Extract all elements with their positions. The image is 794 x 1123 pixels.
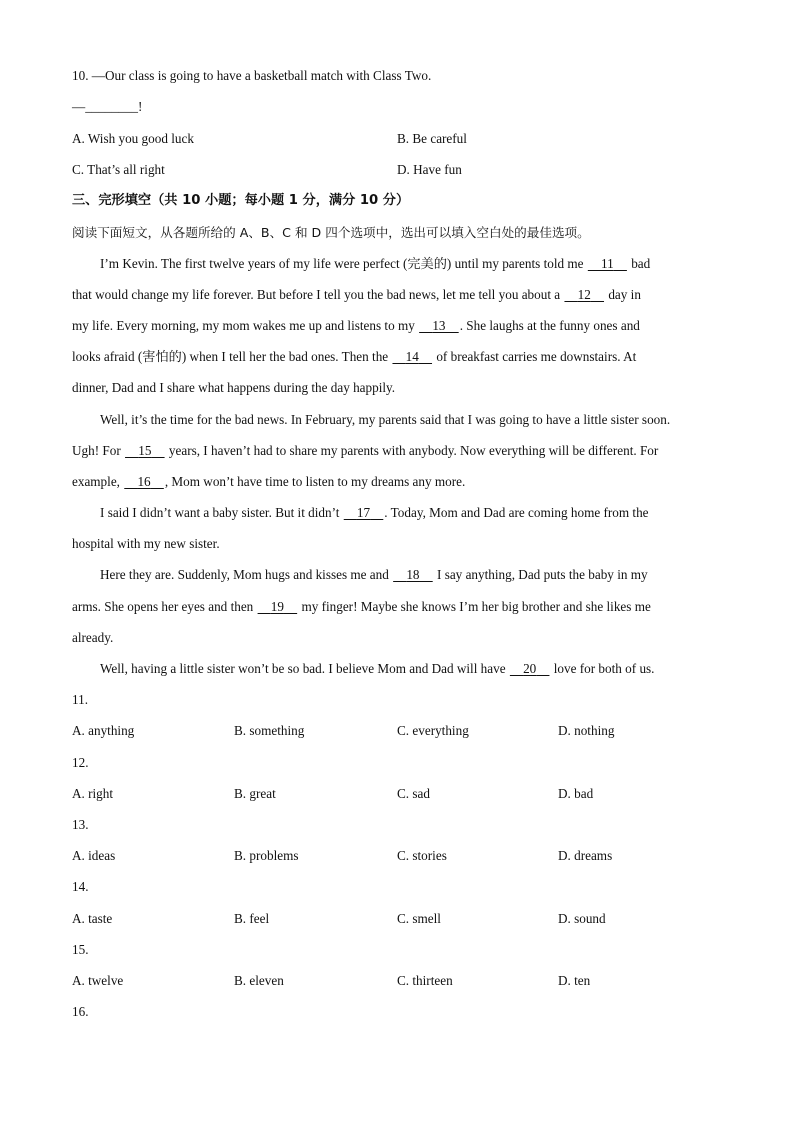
q11-option-c: C. everything xyxy=(397,723,469,738)
question-number: 16. xyxy=(72,1004,89,1019)
q11-option-d: D. nothing xyxy=(558,723,615,738)
q14-option-c: C. smell xyxy=(397,911,441,926)
q11-option-b: B. something xyxy=(234,723,305,738)
q15-option-a: A. twelve xyxy=(72,973,124,988)
question-number: 15. xyxy=(72,942,89,957)
q14-option-b: B. feel xyxy=(234,911,270,926)
passage-line: Well, having a little sister won’t be so bad. I believe Mom and Dad will have 20 love for both of us. xyxy=(100,661,655,676)
q12-option-c: C. sad xyxy=(397,786,430,801)
blank-17: 17 xyxy=(356,505,371,520)
q11-option-a: A. anything xyxy=(72,723,135,738)
passage-line: arms. She opens her eyes and then 19 my finger! Maybe she knows I’m her big brother and she likes me xyxy=(72,599,651,614)
q15-option-b: B. eleven xyxy=(234,973,284,988)
blank-12: 12 xyxy=(577,287,591,302)
blank-18: 18 xyxy=(406,567,420,582)
passage-line: dinner, Dad and I share what happens during the day happily. xyxy=(72,380,396,395)
blank-16: 16 xyxy=(137,474,151,489)
q10-option-b: B. Be careful xyxy=(397,131,467,146)
q14-option-a: A. taste xyxy=(72,911,113,926)
q13-option-a: A. ideas xyxy=(72,848,116,863)
passage-line: hospital with my new sister. xyxy=(72,536,220,551)
q10-prompt: 10. —Our class is going to have a basketball match with Class Two. xyxy=(72,68,432,83)
blank-11: 11 xyxy=(601,256,614,271)
passage-line: my life. Every morning, my mom wakes me up and listens to my 13 . She laughs at the funny ones and xyxy=(72,318,640,333)
passage-line: that would change my life forever. But before I tell you the bad news, let me tell you about a 12 day in xyxy=(72,287,641,302)
blank-15: 15 xyxy=(138,443,152,458)
blank-19: 19 xyxy=(270,599,284,614)
question-number: 12. xyxy=(72,755,89,770)
question-number: 13. xyxy=(72,817,89,832)
blank-14: 14 xyxy=(405,349,419,364)
q13-option-b: B. problems xyxy=(234,848,299,863)
passage-line: I said I didn’t want a baby sister. But it didn’t 17 . Today, Mom and Dad are coming home from the xyxy=(100,505,649,520)
section-instruction: 阅读下面短文，从各题所给的 A、B、C 和 D 四个选项中，选出可以填入空白处的最佳选项。 xyxy=(72,225,590,240)
q10-option-c: C. That’s all right xyxy=(72,162,165,177)
passage-line: I’m Kevin. The first twelve years of my life were perfect (完美的) until my parents told me 11 bad xyxy=(100,256,651,271)
q14-option-d: D. sound xyxy=(558,911,606,926)
q12-option-d: D. bad xyxy=(558,786,594,801)
blank-20: 20 xyxy=(523,661,537,676)
passage-line: already. xyxy=(72,630,114,645)
question-number: 14. xyxy=(72,879,89,894)
q10-option-d: D. Have fun xyxy=(397,162,462,177)
q15-option-c: C. thirteen xyxy=(397,973,453,988)
passage-line: example, 16 , Mom won’t have time to listen to my dreams any more. xyxy=(72,474,466,489)
q12-option-b: B. great xyxy=(234,786,276,801)
section-title: 三、完形填空（共 10 小题；每小题 1 分，满分 10 分） xyxy=(72,193,410,208)
passage-line: looks afraid (害怕的) when I tell her the bad ones. Then the 14 of breakfast carries me downstairs. At xyxy=(72,349,637,364)
q15-option-d: D. ten xyxy=(558,973,591,988)
blank-13: 13 xyxy=(432,318,446,333)
passage-line: Well, it’s the time for the bad news. In February, my parents said that I was going to have a little sister soon. xyxy=(100,412,671,427)
passage-line: Here they are. Suddenly, Mom hugs and kisses me and 18 I say anything, Dad puts the baby in my xyxy=(100,567,648,582)
question-number: 11. xyxy=(72,692,88,707)
q10-reply: —________! xyxy=(72,99,143,114)
passage-line: Ugh! For 15 years, I haven’t had to share my parents with anybody. Now everything will be different. For xyxy=(72,443,659,458)
q12-option-a: A. right xyxy=(72,786,114,801)
q13-option-d: D. dreams xyxy=(558,848,613,863)
q10-option-a: A. Wish you good luck xyxy=(72,131,194,146)
q13-option-c: C. stories xyxy=(397,848,447,863)
